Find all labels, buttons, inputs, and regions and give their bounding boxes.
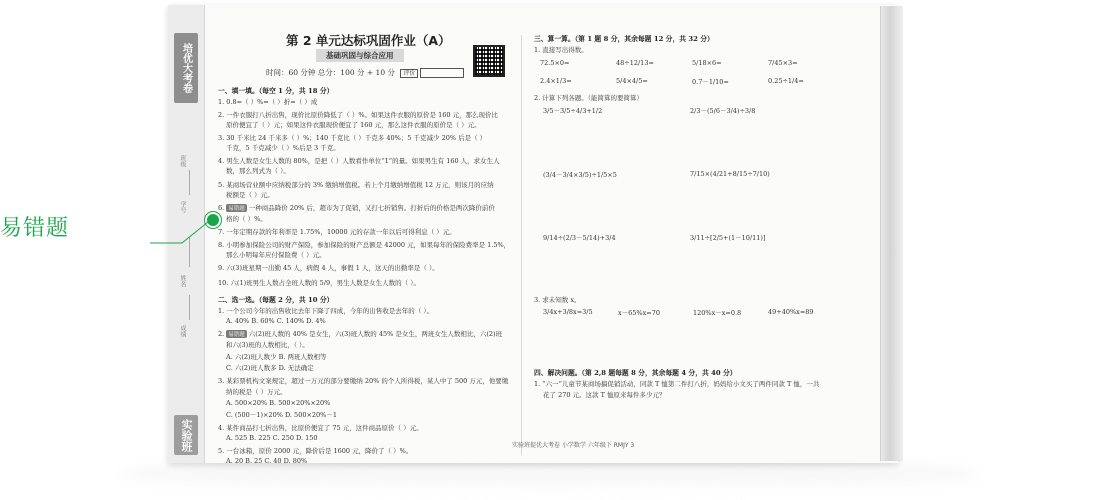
calc-item: 0.7－1/10= xyxy=(692,78,729,86)
page-footer: 实验班提优大考卷 小学数学 六年级下 RMJY 3 xyxy=(512,442,635,449)
error-tag: 易错题 xyxy=(228,206,245,212)
calc-expression: 3/11÷[2/5+(1－10/11)] xyxy=(690,234,766,242)
calc-expression: 3/5－3/5÷4/3+1/2 xyxy=(543,107,603,115)
question-line: 3. 30 千米比 24 千米多（ ）%；140 千克比（ ）千克多 40%；5 千克减少 20% 后是（ ） xyxy=(218,134,487,142)
page-subtitle: 基础巩固与综合应用 xyxy=(316,49,404,62)
callout-connector xyxy=(150,220,214,244)
question-line: 4. 男生人数是女生人数的 80%，是把（ ）人数看作单位“1”的量。如果男生有 160 人，求女生人 xyxy=(218,157,500,165)
calc-q3: 3. 求未知数 x。 xyxy=(534,296,581,304)
calc-expression: 2/3－(5/6－3/4)÷3/8 xyxy=(690,107,756,115)
error-callout-label: 易错题 xyxy=(0,216,70,241)
question-text: 六(2)班人数的 40% 是女生，六(3)班人数的 45% 是女生，两班女生人数相比，六(2)班 xyxy=(248,330,503,338)
question-line: 千克，5 千克减少（ ）%后是 3 千克。 xyxy=(226,144,340,152)
problem-line: 1. “六一”儿童节某商场搞促销活动，同款 T 恤第二件打八折，妈妈给小文买了两件同款 T 恤，一共 xyxy=(534,380,820,388)
choice-options: A. 20 B. 25 C. 40 D. 80% xyxy=(226,457,308,465)
spine-title: 培优大考卷 xyxy=(174,33,198,103)
calc-item: 0.25÷1/4= xyxy=(768,77,804,85)
book-page-edge xyxy=(880,6,903,461)
choice-options: C. 六(2)班人数多 D. 无法确定 xyxy=(226,364,314,372)
question-line: 7. 一年定期存款的年利率是 1.75%，10000 元的存款一年以后可得利息（ ）元。 xyxy=(218,228,456,236)
book xyxy=(168,5,898,463)
calc-q2: 2. 计算下列各题。（能简算的要简算） xyxy=(534,94,644,102)
question-line: 原价便宜了（ ）元；如果这件衣服现价便宜了 160 元，那么这件衣服的原价是（ ）元。 xyxy=(226,121,481,129)
question-line-error: 6. 易错题 一种商品降价 20% 后，超市为了促销，又打七折销售。打折后的价格是两次降价前价 xyxy=(218,204,495,212)
question-line: 10. 六(1)班男生人数占全班人数的 5/9，男生人数是女生人数的（ ）。 xyxy=(218,279,420,287)
section-choose: 二、选一选。（每题 2 分，共 10 分） xyxy=(218,296,334,304)
question-line: 数，那么列式为（ ）。 xyxy=(226,167,290,175)
calc-q1: 1. 直接写出得数。 xyxy=(534,46,588,54)
calc-item: 7/45×3= xyxy=(768,59,798,67)
question-line: 格的（ ）%。 xyxy=(226,215,267,223)
problem-line: 花了 270 元。这款 T 恤原来每件多少元？ xyxy=(543,391,666,399)
choice-line: 纳的税是（ ）万元。 xyxy=(226,388,287,396)
choice-options: A. 40% B. 60% C. 140% D. 4% xyxy=(226,317,326,325)
choice-line: 3. 某彩票机构文案规定，超过一万元的部分要缴纳 20% 的个人所得税，某人中了 500 万元，他要缴 xyxy=(218,377,509,385)
question-line: 那么小明每年应付保险费（ ）元。 xyxy=(226,251,326,259)
choice-line: 1. 一个公司今年的出售收比去年下降了四成，今年的出售收是去年的（ ）。 xyxy=(218,307,434,315)
score-label: 评价 xyxy=(400,69,418,78)
section-fill: 一、填一填。（每空 1 分，共 18 分） xyxy=(218,87,334,95)
spine-field-name: 姓名 xyxy=(179,275,186,287)
score-field[interactable] xyxy=(420,68,464,78)
equation: x－65%x=70 xyxy=(618,309,660,317)
question-line: 税额是（ ）元。 xyxy=(226,191,274,199)
equation: 120%x－x=0.8 xyxy=(693,309,742,317)
spine-line xyxy=(189,295,190,320)
page-divider xyxy=(521,35,522,455)
choice-options: A. 500×20% B. 500×20%×20% xyxy=(226,399,331,407)
spine-field-class: 班级 xyxy=(179,155,186,167)
choice-options: C. (500－1)×20% D. 500×20%－1 xyxy=(226,411,337,419)
meta-text: 时间：60 分钟 总分：100 分 + 10 分 xyxy=(266,68,395,77)
section-calc: 三、算一算。（第 1 题 8 分，其余每题 12 分，共 32 分） xyxy=(534,35,714,43)
choice-line-error: 2. 易错题 六(2)班人数的 40% 是女生，六(3)班人数的 45% 是女生，两班女生人数相比，六(2)班 xyxy=(218,330,503,338)
calc-item: 5/4×4/5= xyxy=(616,77,648,85)
calc-item: 2.4×1/3= xyxy=(540,77,572,85)
calc-expression: (3/4－3/4×3/5)÷1/5×5 xyxy=(543,171,617,179)
qr-code[interactable] xyxy=(473,45,505,77)
question-text: 一种商品降价 20% 后，超市为了促销，又打七折销售。打折后的价格是两次降价前价 xyxy=(248,204,495,212)
choice-line: 4. 某件商品打七折出售，比原价便宜了 75 元，这件商品原价（ ）元。 xyxy=(218,424,423,432)
section-problems: 四、解决问题。（第 2,8 题每题 8 分，其余每题 4 分，共 40 分） xyxy=(534,369,737,377)
question-line: 9. 六(3)班星期一出勤 45 人，病假 4 人，事假 1 人，这天的出勤率是（ ）。 xyxy=(218,264,439,272)
spine-line xyxy=(189,170,190,195)
equation: 3/4x+3/8x=3/5 xyxy=(543,308,593,316)
question-line: 1. 0.8=（ ）%=（ ）折=（ ）成 xyxy=(218,98,318,106)
calc-item: 5/18×6= xyxy=(692,59,722,67)
choice-line: 和六(3)班的人数相比，（ ）。 xyxy=(226,341,309,349)
spine-field-score: 成绩 xyxy=(179,325,186,337)
spine-badge: 实验班 xyxy=(174,415,198,455)
meta-line xyxy=(266,67,464,78)
page-title: 第 2 单元达标巩固作业（A） xyxy=(286,33,451,48)
choice-options: A. 六(2)班人数少 B. 两班人数相等 xyxy=(226,353,327,361)
spine-field-id: 学号 xyxy=(179,201,186,213)
error-tag: 易错题 xyxy=(228,332,245,338)
calc-expression: 7/15×(4/21+8/15÷7/10) xyxy=(690,170,770,178)
calc-expression: 9/14÷(2/3－5/14)+3/4 xyxy=(543,234,616,242)
calc-item: 72.5×0= xyxy=(540,59,570,67)
choice-options: A. 525 B. 225 C. 250 D. 150 xyxy=(226,434,318,442)
question-line: 2. 一件衣服打八折出售，现价比原价降低了（ ）%。如果这件衣服的原价是 160 元，那么现价比 xyxy=(218,111,499,119)
question-line: 8. 小明参加保险公司的财产保险，参加保险的财产总额是 42000 元，如果每年的保险费率是 1.5%， xyxy=(218,241,511,249)
choice-line: 5. 一台冰箱，原价 2000 元，降价后是 1600 元，降价了（ ）%。 xyxy=(218,447,413,455)
equation: 49+40%x=89 xyxy=(768,308,814,316)
question-line: 5. 某商场营业额中应纳税部分的 3% 缴纳增值税。若上个月缴纳增值税 12 万元，则该月的应纳 xyxy=(218,181,494,189)
calc-item: 48÷12/13= xyxy=(616,59,654,67)
